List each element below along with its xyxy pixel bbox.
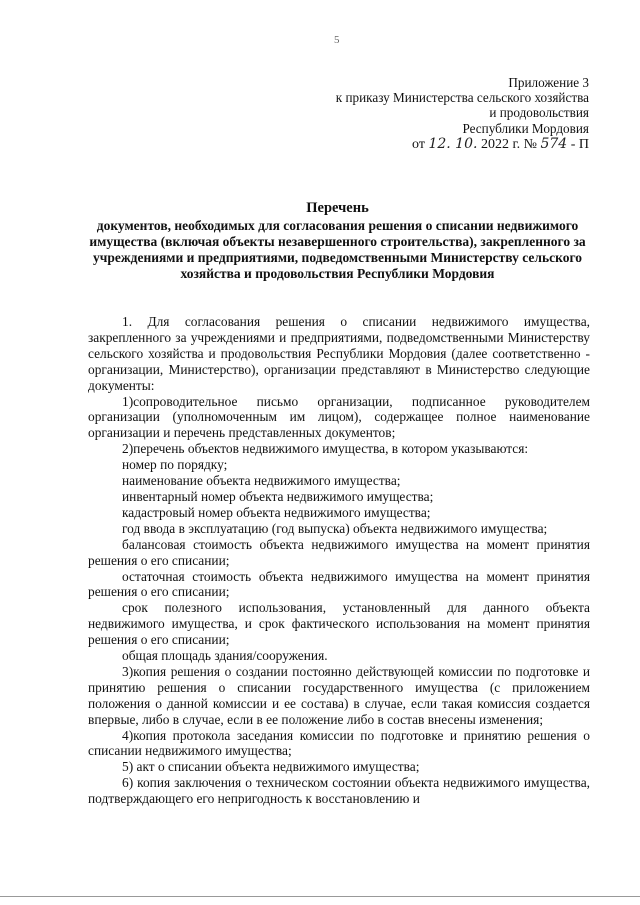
handwritten-date: 12. 10. (428, 135, 478, 152)
list-item-year: год ввода в эксплуатацию (год выпуска) объекта недвижимого имущества; (122, 520, 548, 536)
list-item-area: общая площадь здания/сооружения. (122, 648, 328, 664)
appendix-line-4: Республики Мордовия (462, 120, 589, 136)
page-number: 5 (334, 34, 340, 46)
document-body (88, 314, 590, 807)
list-item-residual: остаточная стоимость объекта недвижимого имущества на момент принятия решения о его списании; (88, 568, 590, 600)
appendix-line-3: и продовольствия (489, 105, 589, 121)
handwritten-number: 574 (540, 135, 568, 152)
list-item-inventory: инвентарный номер объекта недвижимого имущества; (122, 488, 434, 504)
appendix-header (329, 75, 589, 152)
paragraph-3-commission: 3)копия решения о создании постоянно действующей комиссии по подготовке и принятию решения о списании государственного имущества (с приложением положения о данной комиссии и ее состава) в случае, если такая комиссия создается впервые, либо в случае, если в ее положение либо в состав внесены изменения; (88, 663, 590, 727)
page-bottom-edge (0, 896, 640, 897)
order-date-number (329, 137, 589, 152)
list-item-number: номер по порядку; (122, 457, 228, 473)
list-item-name: наименование объекта недвижимого имущества; (122, 473, 401, 489)
date-prefix: от (412, 136, 425, 152)
paragraph-2: 1)сопроводительное письмо организации, подписанное руководителем организации (уполномоченным им лицом), содержащее полное наименование организации и перечень представленных документов; (88, 393, 590, 441)
paragraph-5-act: 5) акт о списании объекта недвижимого имущества; (122, 759, 420, 775)
number-suffix: - П (570, 136, 589, 152)
document-title (75, 200, 600, 282)
list-item-balance: балансовая стоимость объекта недвижимого имущества на момент принятия решения о его списании; (88, 536, 590, 568)
appendix-line-1: Приложение 3 (508, 75, 589, 90)
appendix-line-2: к приказу Министерства сельского хозяйства (335, 90, 589, 106)
order-year: 2022 г. № (480, 136, 537, 152)
paragraph-6-conclusion: 6) копия заключения о техническом состоянии объекта недвижимого имущества, подтверждающего его непригодность к восстановлению и (88, 775, 590, 807)
paragraph-4-protocol: 4)копия протокола заседания комиссии по подготовке и принятию решения о списании недвижимого имущества; (88, 727, 590, 759)
title-heading: Перечень (306, 200, 369, 216)
paragraph-1: 1. Для согласования решения о списании недвижимого имущества, закрепленного за учреждениями и предприятиями, подведомственными Министерству сельского хозяйства и продовольствия Республики Мордовия (далее соответственно - организации, Министерство), организации представляют в Министерство следующие документы: (88, 314, 590, 393)
title-subtitle: документов, необходимых для согласования решения о списании недвижимого имущества (включая объекты незавершенного строительства), закрепленного за учреждениями и предприятиями, подведомственными Министерству сельского хозяйства и продовольствия Республики Мордовия (89, 218, 586, 281)
list-item-term: срок полезного использования, установленный для данного объекта недвижимого имущества, и срок фактического использования на момент принятия решения о его списании; (88, 600, 590, 648)
paragraph-3: 2)перечень объектов недвижимого имущества, в котором указываются: (122, 441, 529, 457)
list-item-cadastral: кадастровый номер объекта недвижимого имущества; (122, 504, 431, 520)
